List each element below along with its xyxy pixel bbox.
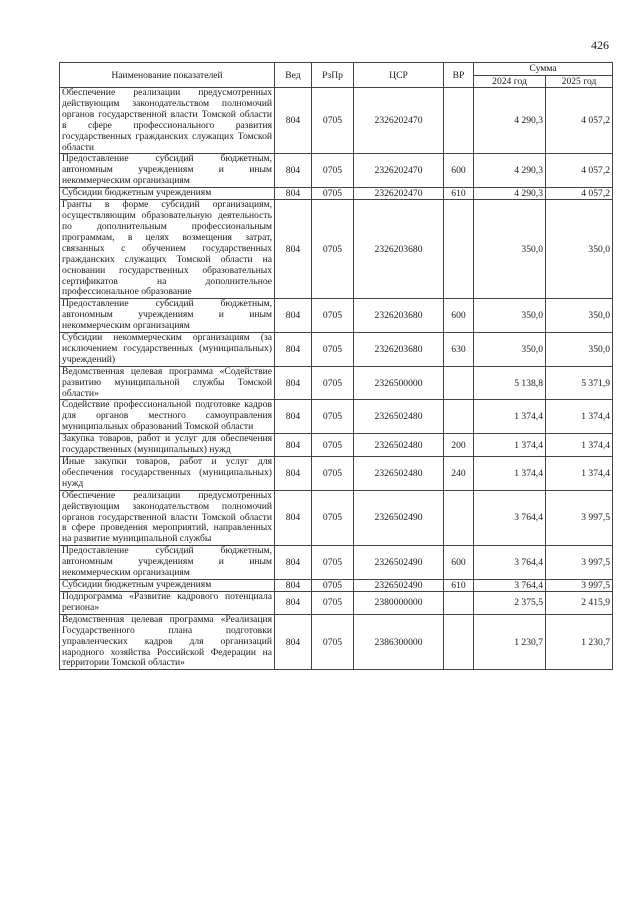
table-row: [60, 188, 613, 200]
table-row: [60, 333, 613, 367]
header-csr: ЦСР: [354, 63, 444, 88]
cell-s2025: 350,0: [546, 200, 613, 299]
cell-name: Ведомственная целевая программа «Содействие развитию муниципальной службы Томской области»: [60, 366, 275, 400]
cell-s2025: 3 997,5: [546, 579, 613, 591]
cell-name: Закупка товаров, работ и услуг для обеспечения государственных (муниципальных) нужд: [60, 434, 275, 457]
cell-rzpr: 0705: [312, 200, 354, 299]
cell-s2025: 350,0: [546, 333, 613, 367]
cell-s2024: 350,0: [474, 333, 546, 367]
cell-vr: 600: [444, 546, 474, 580]
cell-s2024: 4 290,3: [474, 188, 546, 200]
table-row: [60, 490, 613, 546]
cell-csr: 2326502490: [354, 579, 444, 591]
table-row: [60, 579, 613, 591]
cell-s2025: 4 057,2: [546, 154, 613, 188]
cell-rzpr: 0705: [312, 88, 354, 154]
cell-rzpr: 0705: [312, 614, 354, 670]
cell-rzpr: 0705: [312, 333, 354, 367]
table-body: [60, 88, 613, 670]
cell-csr: 2326502480: [354, 400, 444, 434]
table-row: [60, 88, 613, 154]
cell-csr: 2326203680: [354, 200, 444, 299]
cell-s2024: 1 374,4: [474, 400, 546, 434]
cell-ved: 804: [275, 490, 312, 546]
cell-csr: 2326500000: [354, 366, 444, 400]
table-row: [60, 200, 613, 299]
cell-name: Субсидии некоммерческим организациям (за исключением государственных (муниципальных) учреждений): [60, 333, 275, 367]
header-rzpr: РзПр: [312, 63, 354, 88]
cell-rzpr: 0705: [312, 546, 354, 580]
header-name: Наименование показателей: [60, 63, 275, 88]
header-year-2024: 2024 год: [474, 75, 546, 88]
cell-s2024: 1 374,4: [474, 457, 546, 491]
cell-vr: [444, 400, 474, 434]
table-row: [60, 546, 613, 580]
cell-name: Предоставление субсидий бюджетным, автономным учреждениям и иным некоммерческим организациям: [60, 299, 275, 333]
cell-name: Иные закупки товаров, работ и услуг для обеспечения государственных (муниципальных) нужд: [60, 457, 275, 491]
table-row: [60, 400, 613, 434]
cell-s2024: 3 764,4: [474, 490, 546, 546]
cell-ved: 804: [275, 400, 312, 434]
cell-rzpr: 0705: [312, 299, 354, 333]
table-row: [60, 434, 613, 457]
cell-vr: 200: [444, 434, 474, 457]
cell-ved: 804: [275, 591, 312, 614]
cell-csr: 2380000000: [354, 591, 444, 614]
cell-s2024: 350,0: [474, 200, 546, 299]
cell-ved: 804: [275, 88, 312, 154]
cell-rzpr: 0705: [312, 579, 354, 591]
cell-rzpr: 0705: [312, 154, 354, 188]
cell-csr: 2326202470: [354, 188, 444, 200]
cell-vr: [444, 614, 474, 670]
cell-vr: [444, 200, 474, 299]
cell-s2024: 1 230,7: [474, 614, 546, 670]
cell-vr: 600: [444, 299, 474, 333]
table-row: [60, 366, 613, 400]
cell-s2025: 1 374,4: [546, 457, 613, 491]
cell-csr: 2326502480: [354, 457, 444, 491]
cell-ved: 804: [275, 579, 312, 591]
cell-s2025: 1 230,7: [546, 614, 613, 670]
cell-ved: 804: [275, 434, 312, 457]
cell-ved: 804: [275, 366, 312, 400]
cell-s2024: 4 290,3: [474, 88, 546, 154]
cell-name: Предоставление субсидий бюджетным, автономным учреждениям и иным некоммерческим организациям: [60, 546, 275, 580]
table-row: [60, 457, 613, 491]
cell-rzpr: 0705: [312, 591, 354, 614]
cell-csr: 2326502490: [354, 546, 444, 580]
cell-ved: 804: [275, 546, 312, 580]
cell-rzpr: 0705: [312, 490, 354, 546]
cell-csr: 2326203680: [354, 333, 444, 367]
cell-s2024: 350,0: [474, 299, 546, 333]
cell-vr: [444, 490, 474, 546]
cell-ved: 804: [275, 154, 312, 188]
table-row: [60, 154, 613, 188]
cell-name: Содействие профессиональной подготовке кадров для органов местного самоуправления муниципальных образований Томской области: [60, 400, 275, 434]
cell-s2025: 350,0: [546, 299, 613, 333]
header-row: [60, 63, 613, 76]
cell-s2025: 4 057,2: [546, 188, 613, 200]
cell-csr: 2326202470: [354, 88, 444, 154]
cell-s2025: 2 415,9: [546, 591, 613, 614]
cell-vr: 610: [444, 579, 474, 591]
cell-s2025: 3 997,5: [546, 490, 613, 546]
cell-csr: 2386300000: [354, 614, 444, 670]
cell-s2024: 5 138,8: [474, 366, 546, 400]
header-year-2025: 2025 год: [546, 75, 613, 88]
cell-vr: 610: [444, 188, 474, 200]
cell-s2024: 1 374,4: [474, 434, 546, 457]
cell-s2025: 1 374,4: [546, 434, 613, 457]
cell-csr: 2326202470: [354, 154, 444, 188]
cell-s2025: 5 371,9: [546, 366, 613, 400]
table-row: [60, 299, 613, 333]
header-sum: Сумма: [474, 63, 613, 76]
cell-vr: [444, 88, 474, 154]
cell-s2025: 3 997,5: [546, 546, 613, 580]
cell-name: Субсидии бюджетным учреждениям: [60, 579, 275, 591]
budget-table: [59, 62, 613, 670]
table-row: [60, 614, 613, 670]
cell-ved: 804: [275, 333, 312, 367]
cell-s2024: 3 764,4: [474, 579, 546, 591]
cell-name: Ведомственная целевая программа «Реализация Государственного плана подготовки управленческих кадров для организаций народного хозяйства Российской Федерации на территории Томской области»: [60, 614, 275, 670]
cell-s2024: 2 375,5: [474, 591, 546, 614]
cell-ved: 804: [275, 457, 312, 491]
cell-rzpr: 0705: [312, 188, 354, 200]
cell-csr: 2326502490: [354, 490, 444, 546]
table-row: [60, 591, 613, 614]
cell-rzpr: 0705: [312, 366, 354, 400]
cell-name: Субсидии бюджетным учреждениям: [60, 188, 275, 200]
cell-vr: 240: [444, 457, 474, 491]
cell-s2024: 3 764,4: [474, 546, 546, 580]
cell-name: Обеспечение реализации предусмотренных действующим законодательством полномочий органов государственной власти Томской области в сфере профессионального развития государственных гражданских служащих Томской области: [60, 88, 275, 154]
cell-name: Предоставление субсидий бюджетным, автономным учреждениям и иным некоммерческим организациям: [60, 154, 275, 188]
cell-rzpr: 0705: [312, 434, 354, 457]
header-vr: ВР: [444, 63, 474, 88]
cell-name: Гранты в форме субсидий организациям, осуществляющим образовательную деятельность по дополнительным профессиональным программам, в целях возмещения затрат, связанных с обучением государственных гражданских служащих Томской области на основании государственных образовательных сертификатов на дополнительное профессиональное образование: [60, 200, 275, 299]
cell-ved: 804: [275, 299, 312, 333]
header-ved: Вед: [275, 63, 312, 88]
cell-name: Подпрограмма «Развитие кадрового потенциала региона»: [60, 591, 275, 614]
cell-vr: 630: [444, 333, 474, 367]
cell-csr: 2326502480: [354, 434, 444, 457]
cell-name: Обеспечение реализации предусмотренных действующим законодательством полномочий органов государственной власти Томской области в сфере проведения мероприятий, направленных на развитие муниципальной службы: [60, 490, 275, 546]
cell-ved: 804: [275, 200, 312, 299]
cell-s2024: 4 290,3: [474, 154, 546, 188]
cell-vr: 600: [444, 154, 474, 188]
cell-rzpr: 0705: [312, 400, 354, 434]
cell-vr: [444, 591, 474, 614]
cell-vr: [444, 366, 474, 400]
cell-ved: 804: [275, 188, 312, 200]
cell-s2025: 1 374,4: [546, 400, 613, 434]
cell-rzpr: 0705: [312, 457, 354, 491]
cell-csr: 2326203680: [354, 299, 444, 333]
page-number: 426: [591, 38, 609, 52]
cell-s2025: 4 057,2: [546, 88, 613, 154]
cell-ved: 804: [275, 614, 312, 670]
